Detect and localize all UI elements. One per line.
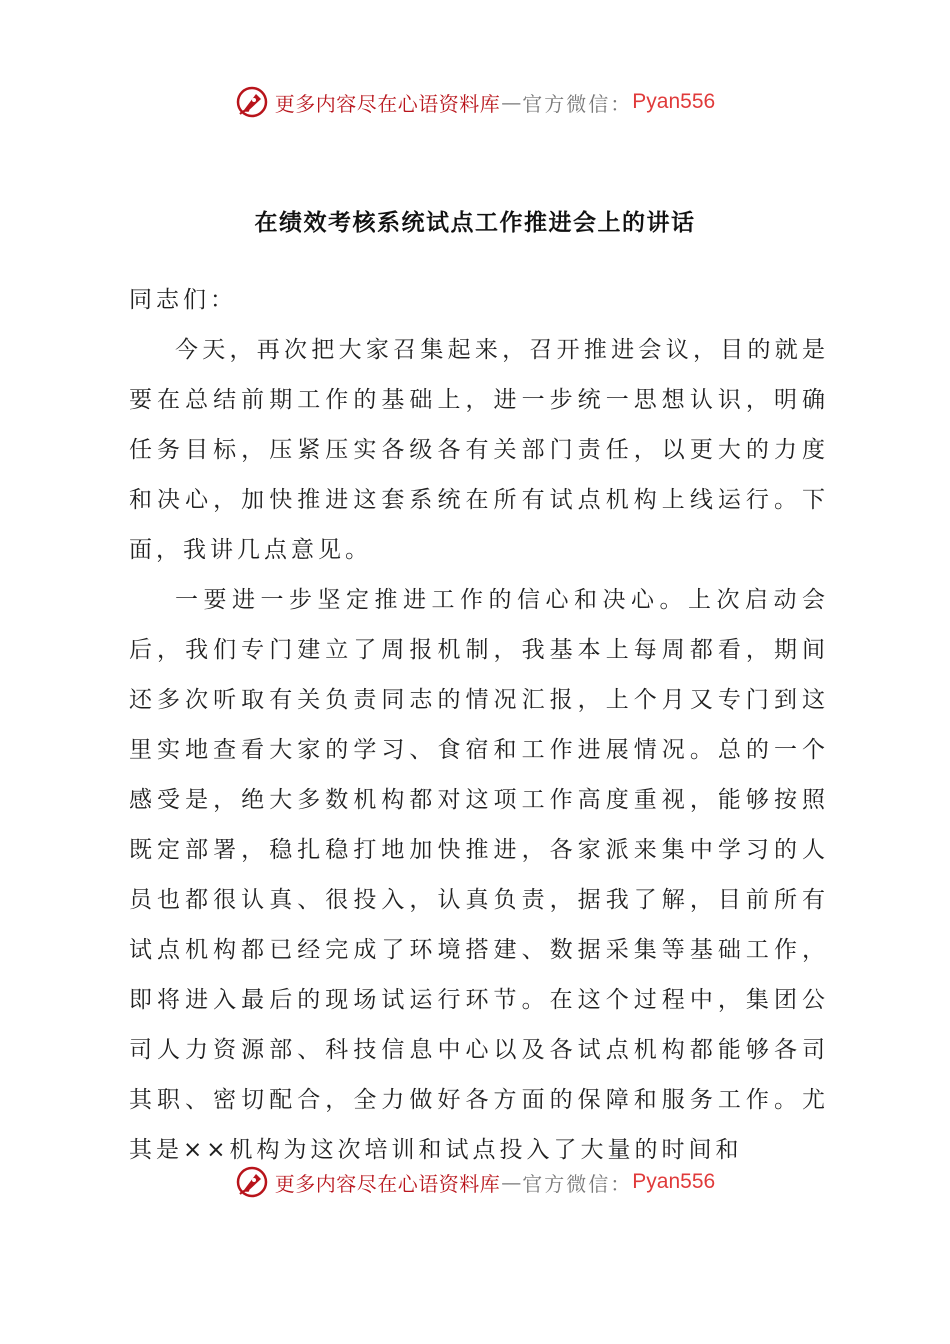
pen-nib-logo-icon [235, 1165, 269, 1199]
banner-wechat-id: Pyan556 [632, 1170, 716, 1193]
salutation: 同志们： [129, 287, 237, 313]
banner-main-text: 更多内容尽在心语资料库 [274, 1171, 501, 1196]
header-watermark-banner [0, 82, 950, 122]
pen-nib-logo-icon [235, 85, 269, 119]
document-body [129, 275, 829, 1175]
banner-separator: — [501, 90, 522, 114]
document-title: 在绩效考核系统试点工作推进会上的讲话 [254, 210, 696, 236]
paragraph-2: 一要进一步坚定推进工作的信心和决心。上次启动会后，我们专门建立了周报机制，我基本上每周都看，期间还多次听取有关负责同志的情况汇报，上个月又专门到这里实地查看大家的学习、食宿和工作进展情况。总的一个感受是，绝大多数机构都对这项工作高度重视，能够按照既定部署，稳扎稳打地加快推进，各家派来集中学习的人员也都很认真、很投入，认真负责，据我了解，目前所有试点机构都已经完成了环境搭建、数据采集等基础工作，即将进入最后的现场试运行环节。在这个过程中，集团公司人力资源部、科技信息中心以及各试点机构都能够各司其职、密切配合，全力做好各方面的保障和服务工作。尤其是××机构为这次培训和试点投入了大量的时间和 [129, 587, 829, 1163]
banner-sub-text: 官方微信： [522, 91, 633, 116]
banner-wechat-id: Pyan556 [632, 90, 716, 113]
paragraph-1: 今天，再次把大家召集起来，召开推进会议，目的就是要在总结前期工作的基础上，进一步统一思想认识，明确任务目标，压紧压实各级各有关部门责任，以更大的力度和决心，加快推进这套系统在所有试点机构上线运行。下面，我讲几点意见。 [129, 337, 829, 563]
banner-separator: — [501, 1170, 522, 1194]
footer-watermark-banner [0, 1162, 950, 1202]
banner-sub-text: 官方微信： [522, 1171, 633, 1196]
banner-main-text: 更多内容尽在心语资料库 [274, 91, 501, 116]
